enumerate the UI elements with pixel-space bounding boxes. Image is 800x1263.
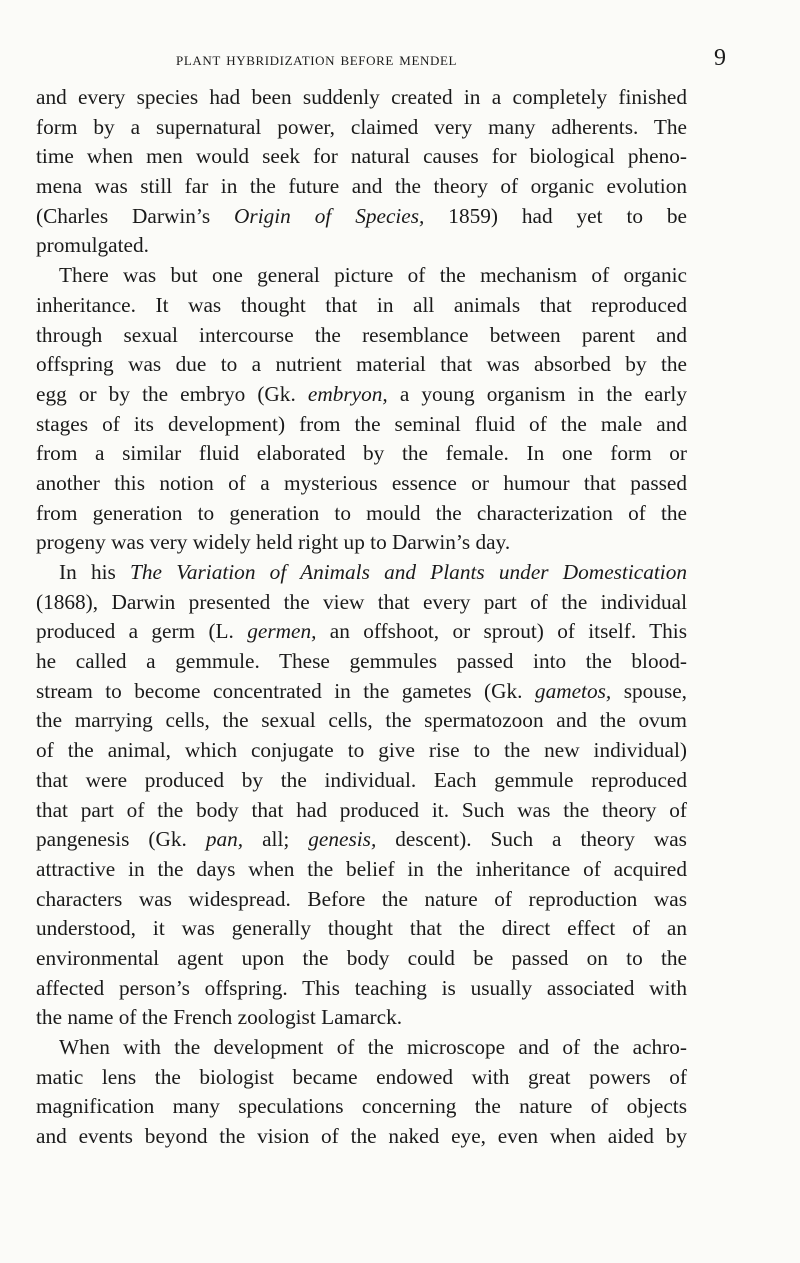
- text-span: In his: [59, 560, 131, 584]
- text-span: characters was widespread. Before the nature of reproduction was: [36, 886, 687, 911]
- italic-term: Origin of Species,: [234, 203, 425, 228]
- text-span: the marrying cells, the sexual cells, the spermatozoon and the ovum: [36, 708, 687, 733]
- text-span: another this notion of a mysterious essence or humour that passed: [36, 470, 687, 495]
- text-line: [36, 321, 687, 351]
- text-line: [36, 439, 687, 469]
- text-span: mena was still far in the future and the theory of organic evolution: [36, 174, 687, 199]
- text-line: [36, 825, 687, 855]
- text-line: [36, 202, 687, 232]
- text-span: understood, it was generally thought that the direct effect of an: [36, 916, 687, 941]
- text-span: 1859) had yet to be: [424, 203, 688, 228]
- italic-term: genesis,: [308, 827, 377, 852]
- text-span: progeny was very widely held right up to Darwin’s day.: [36, 530, 511, 555]
- text-line: [36, 944, 687, 974]
- text-line: [36, 1092, 687, 1122]
- text-line: [36, 1122, 687, 1152]
- text-span: the name of the French zoologist Lamarck.: [36, 1005, 403, 1030]
- text-span: pangenesis (Gk.: [36, 827, 206, 852]
- text-span: stream to become concentrated in the gametes (Gk.: [36, 678, 535, 703]
- text-line: [36, 855, 687, 885]
- text-line: [36, 677, 687, 707]
- text-line: [36, 172, 687, 202]
- text-line: [36, 231, 687, 261]
- text-span: (1868), Darwin presented the view that every part of the individual: [36, 589, 687, 614]
- text-span: There was but one general picture of the mechanism of organic: [59, 263, 687, 288]
- text-line: [36, 558, 687, 588]
- italic-term: pan,: [205, 827, 244, 852]
- text-span: all;: [243, 827, 309, 852]
- text-line: [36, 1063, 687, 1093]
- text-span: from a similar fluid elaborated by the female. In one form or: [36, 441, 687, 466]
- italic-term: embryon,: [307, 381, 388, 406]
- running-head-title: plant hybridization before mendel: [176, 49, 458, 70]
- text-line: [36, 796, 687, 826]
- body-text: [36, 83, 687, 1152]
- text-line: [36, 885, 687, 915]
- text-span: offspring was due to a nutrient material that was absorbed by the: [36, 352, 687, 377]
- text-line: [36, 113, 687, 143]
- text-line: [36, 499, 687, 529]
- text-span: that part of the body that had produced it. Such was the theory of: [36, 797, 687, 822]
- text-span: a young organism in the early: [387, 381, 687, 406]
- text-line: [36, 469, 687, 499]
- text-line: [36, 617, 687, 647]
- text-line: [36, 706, 687, 736]
- text-span: inheritance. It was thought that in all animals that reproduced: [36, 292, 687, 317]
- text-span: affected person’s offspring. This teaching is usually associated with: [36, 975, 687, 1000]
- italic-term: germen,: [247, 619, 317, 644]
- text-line: [36, 766, 687, 796]
- text-span: of the animal, which conjugate to give rise to the new individual): [36, 738, 687, 763]
- text-line: [36, 142, 687, 172]
- italic-term: The Variation of Animals and Plants under Domestication: [130, 560, 687, 584]
- text-span: he called a gemmule. These gemmules passed into the blood-: [36, 649, 687, 674]
- text-span: descent). Such a theory was: [376, 827, 687, 852]
- text-span: from generation to generation to mould the characterization of the: [36, 500, 687, 525]
- text-span: environmental agent upon the body could be passed on to the: [36, 945, 687, 970]
- text-span: promulgated.: [36, 233, 149, 258]
- page-number: 9: [714, 45, 726, 71]
- text-span: that were produced by the individual. Each gemmule reproduced: [36, 767, 687, 792]
- text-line: [36, 974, 687, 1004]
- text-line: [36, 410, 687, 440]
- text-span: produced a germ (L.: [36, 619, 248, 644]
- italic-term: gametos,: [534, 678, 612, 703]
- text-line: [36, 380, 687, 410]
- text-line: [36, 914, 687, 944]
- text-span: form by a supernatural power, claimed very many adherents. The: [36, 114, 687, 139]
- text-line: [36, 1003, 687, 1033]
- text-span: When with the development of the microscope and of the achro-: [59, 1035, 687, 1059]
- text-line: [36, 528, 687, 558]
- text-span: an offshoot, or sprout) of itself. This: [316, 619, 687, 644]
- text-span: (Charles Darwin’s: [36, 203, 235, 228]
- text-span: attractive in the days when the belief in the inheritance of acquired: [36, 856, 687, 881]
- text-span: time when men would seek for natural causes for biological pheno-: [36, 144, 687, 169]
- text-line: [36, 261, 687, 291]
- text-span: magnification many speculations concerning the nature of objects: [36, 1094, 687, 1119]
- text-line: [36, 588, 687, 618]
- text-line: [36, 350, 687, 380]
- text-span: through sexual intercourse the resemblance between parent and: [36, 322, 687, 347]
- text-line: [36, 736, 687, 766]
- text-line: [36, 83, 687, 113]
- text-line: [36, 291, 687, 321]
- text-line: [36, 647, 687, 677]
- text-span: egg or by the embryo (Gk.: [36, 381, 308, 406]
- text-span: spouse,: [611, 678, 688, 703]
- running-head: [36, 45, 726, 75]
- text-span: stages of its development) from the seminal fluid of the male and: [36, 411, 687, 436]
- text-span: matic lens the biologist became endowed with great powers of: [36, 1064, 687, 1089]
- text-span: and events beyond the vision of the naked eye, even when aided by: [36, 1124, 687, 1149]
- text-line: [36, 1033, 687, 1063]
- text-span: and every species had been suddenly created in a completely finished: [36, 85, 687, 109]
